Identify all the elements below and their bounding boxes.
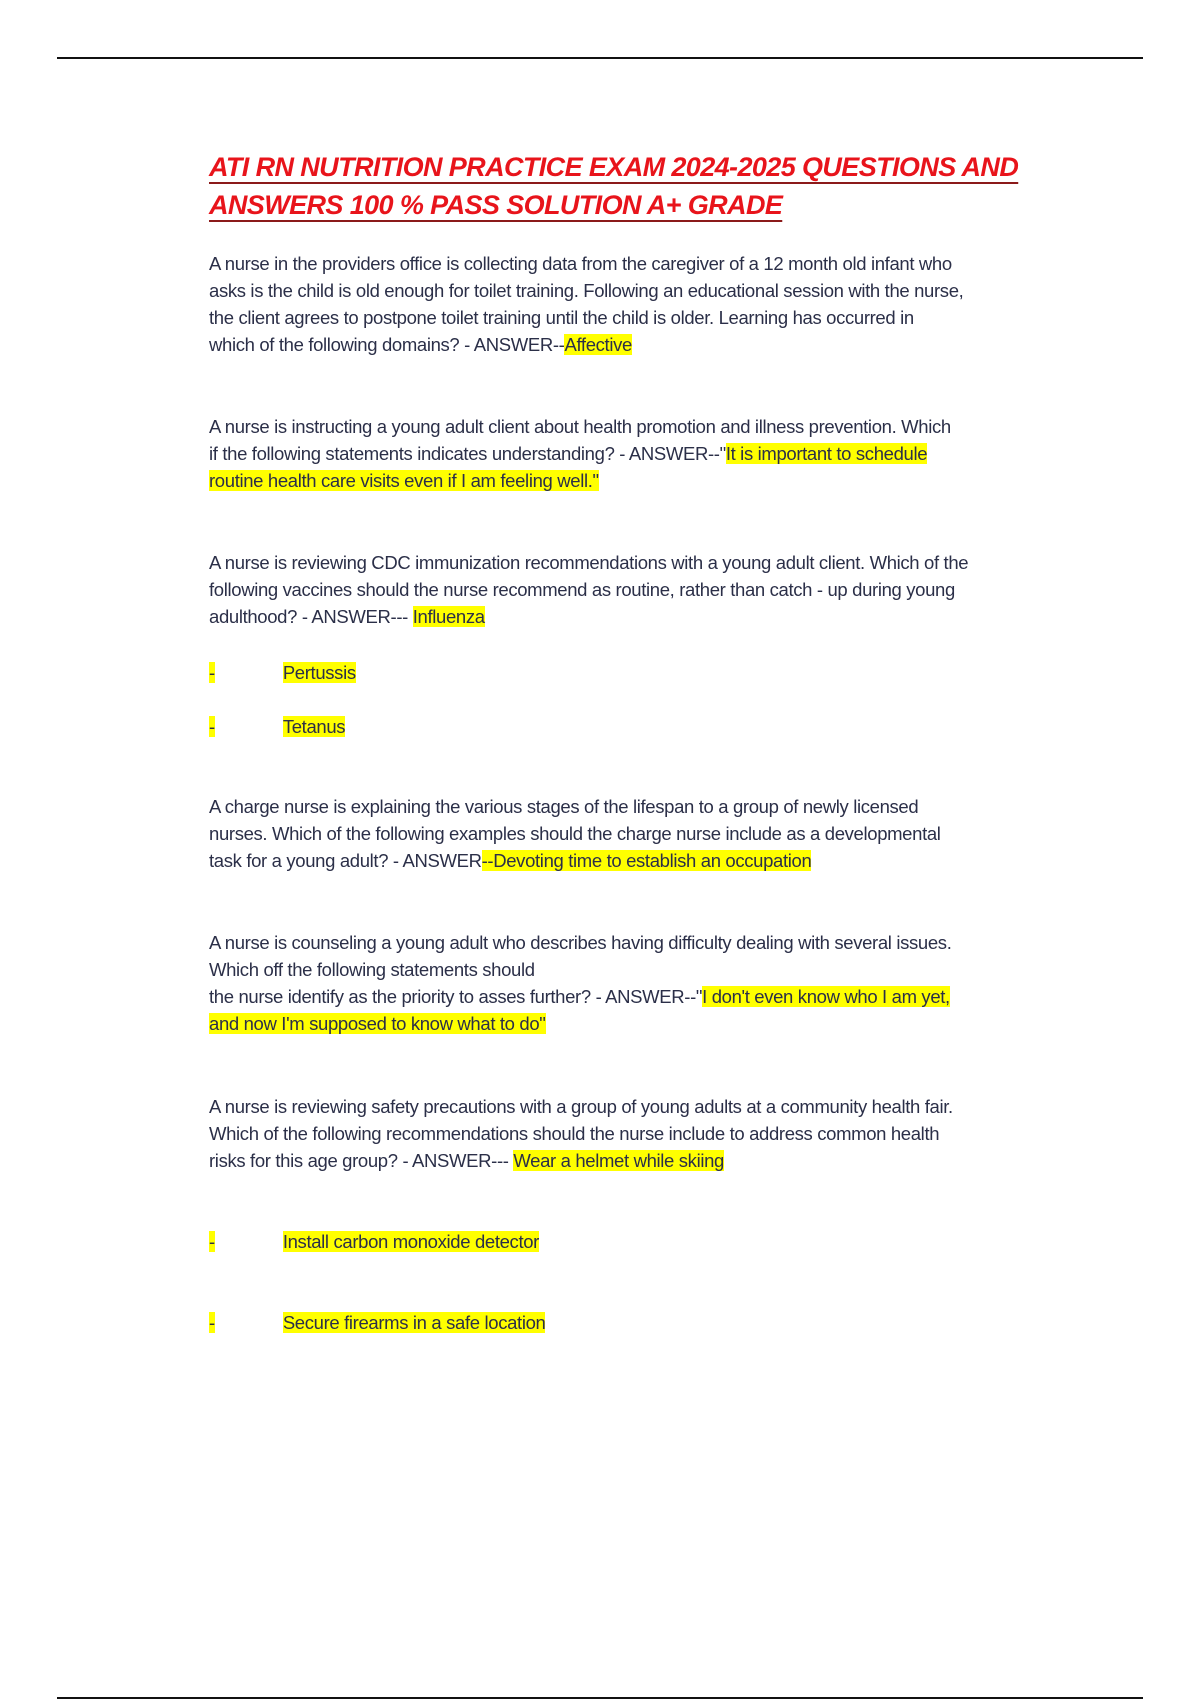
- question-line: [209, 467, 1109, 494]
- question-text: asks is the child is old enough for toilet training. Following an educational session with the nurse,: [209, 280, 964, 301]
- question-block: [209, 413, 1109, 494]
- answer-highlight: and now I'm supposed to know what to do": [209, 1013, 546, 1034]
- question-line: [209, 304, 1109, 331]
- question-text: the client agrees to postpone toilet training until the child is older. Learning has occurred in: [209, 307, 914, 328]
- document-title: [209, 148, 1109, 224]
- answer-highlight: --Devoting time to establish an occupation: [481, 850, 812, 871]
- answer-highlight: I don't even know who I am yet,: [702, 986, 950, 1007]
- question-text: A nurse is reviewing safety precautions with a group of young adults at a community health fair.: [209, 1096, 953, 1117]
- question-line: [209, 983, 1109, 1010]
- top-rule: [57, 57, 1143, 59]
- question-line: [209, 1010, 1109, 1037]
- question-text: adulthood? - ANSWER---: [209, 606, 413, 627]
- answer-list-item: [209, 713, 1109, 740]
- question-text: nurses. Which of the following examples should the charge nurse include as a developmental: [209, 823, 941, 844]
- question-line: [209, 413, 1109, 440]
- answer-highlight: Install carbon monoxide detector: [282, 1231, 539, 1252]
- title-line: ATI RN NUTRITION PRACTICE EXAM 2024-2025 QUESTIONS AND: [209, 152, 1019, 182]
- question-text: A charge nurse is explaining the various stages of the lifespan to a group of newly licensed: [209, 796, 919, 817]
- question-line: [209, 1147, 1109, 1174]
- answer-highlight: Wear a helmet while skiing: [513, 1150, 724, 1171]
- question-line: [209, 549, 1109, 576]
- question-text: following vaccines should the nurse recommend as routine, rather than catch - up during young: [209, 579, 955, 600]
- question-text: A nurse is counseling a young adult who describes having difficulty dealing with several issues.: [209, 932, 952, 953]
- answer-highlight: It is important to schedule: [725, 443, 928, 464]
- answer-highlight: Affective: [564, 334, 632, 355]
- bullet-dash: -: [209, 716, 215, 737]
- answer-highlight: Influenza: [412, 606, 485, 627]
- answer-list-item: [209, 1309, 1109, 1336]
- answer-list-item: [209, 659, 1109, 686]
- question-block: [209, 1093, 1109, 1174]
- answer-highlight: Secure firearms in a safe location: [282, 1312, 546, 1333]
- question-text: A nurse is instructing a young adult client about health promotion and illness prevention. Which: [209, 416, 951, 437]
- question-block: [209, 549, 1109, 630]
- question-line: [209, 1093, 1109, 1120]
- question-line: [209, 331, 1109, 358]
- question-block: [209, 250, 1109, 358]
- question-text: Which of the following recommendations should the nurse include to address common health: [209, 1123, 940, 1144]
- bottom-rule: [57, 1697, 1143, 1699]
- question-line: [209, 250, 1109, 277]
- question-line: [209, 576, 1109, 603]
- title-line: ANSWERS 100 % PASS SOLUTION A+ GRADE: [209, 190, 783, 220]
- answer-highlight: Tetanus: [282, 716, 346, 737]
- question-line: [209, 603, 1109, 630]
- question-text: task for a young adult? - ANSWER: [209, 850, 482, 871]
- question-line: [209, 929, 1109, 956]
- question-line: [209, 277, 1109, 304]
- bullet-dash: -: [209, 662, 215, 683]
- question-text: the nurse identify as the priority to asses further? - ANSWER--": [209, 986, 703, 1007]
- bullet-dash: -: [209, 1312, 215, 1333]
- bullet-dash: -: [209, 1231, 215, 1252]
- question-text: risks for this age group? - ANSWER---: [209, 1150, 514, 1171]
- answer-list-item: [209, 1228, 1109, 1255]
- question-block: [209, 929, 1109, 1037]
- question-line: [209, 847, 1109, 874]
- question-line: [209, 793, 1109, 820]
- question-line: [209, 440, 1109, 467]
- question-line: [209, 1120, 1109, 1147]
- question-line: [209, 956, 1109, 983]
- question-text: which of the following domains? - ANSWER--: [209, 334, 565, 355]
- answer-highlight: routine health care visits even if I am feeling well.": [209, 470, 599, 491]
- question-text: Which off the following statements should: [209, 959, 535, 980]
- answer-highlight: Pertussis: [282, 662, 356, 683]
- question-text: A nurse in the providers office is collecting data from the caregiver of a 12 month old infant who: [209, 253, 952, 274]
- question-text: A nurse is reviewing CDC immunization recommendations with a young adult client. Which of the: [209, 552, 969, 573]
- question-line: [209, 820, 1109, 847]
- question-text: if the following statements indicates understanding? - ANSWER--": [209, 443, 726, 464]
- question-block: [209, 793, 1109, 874]
